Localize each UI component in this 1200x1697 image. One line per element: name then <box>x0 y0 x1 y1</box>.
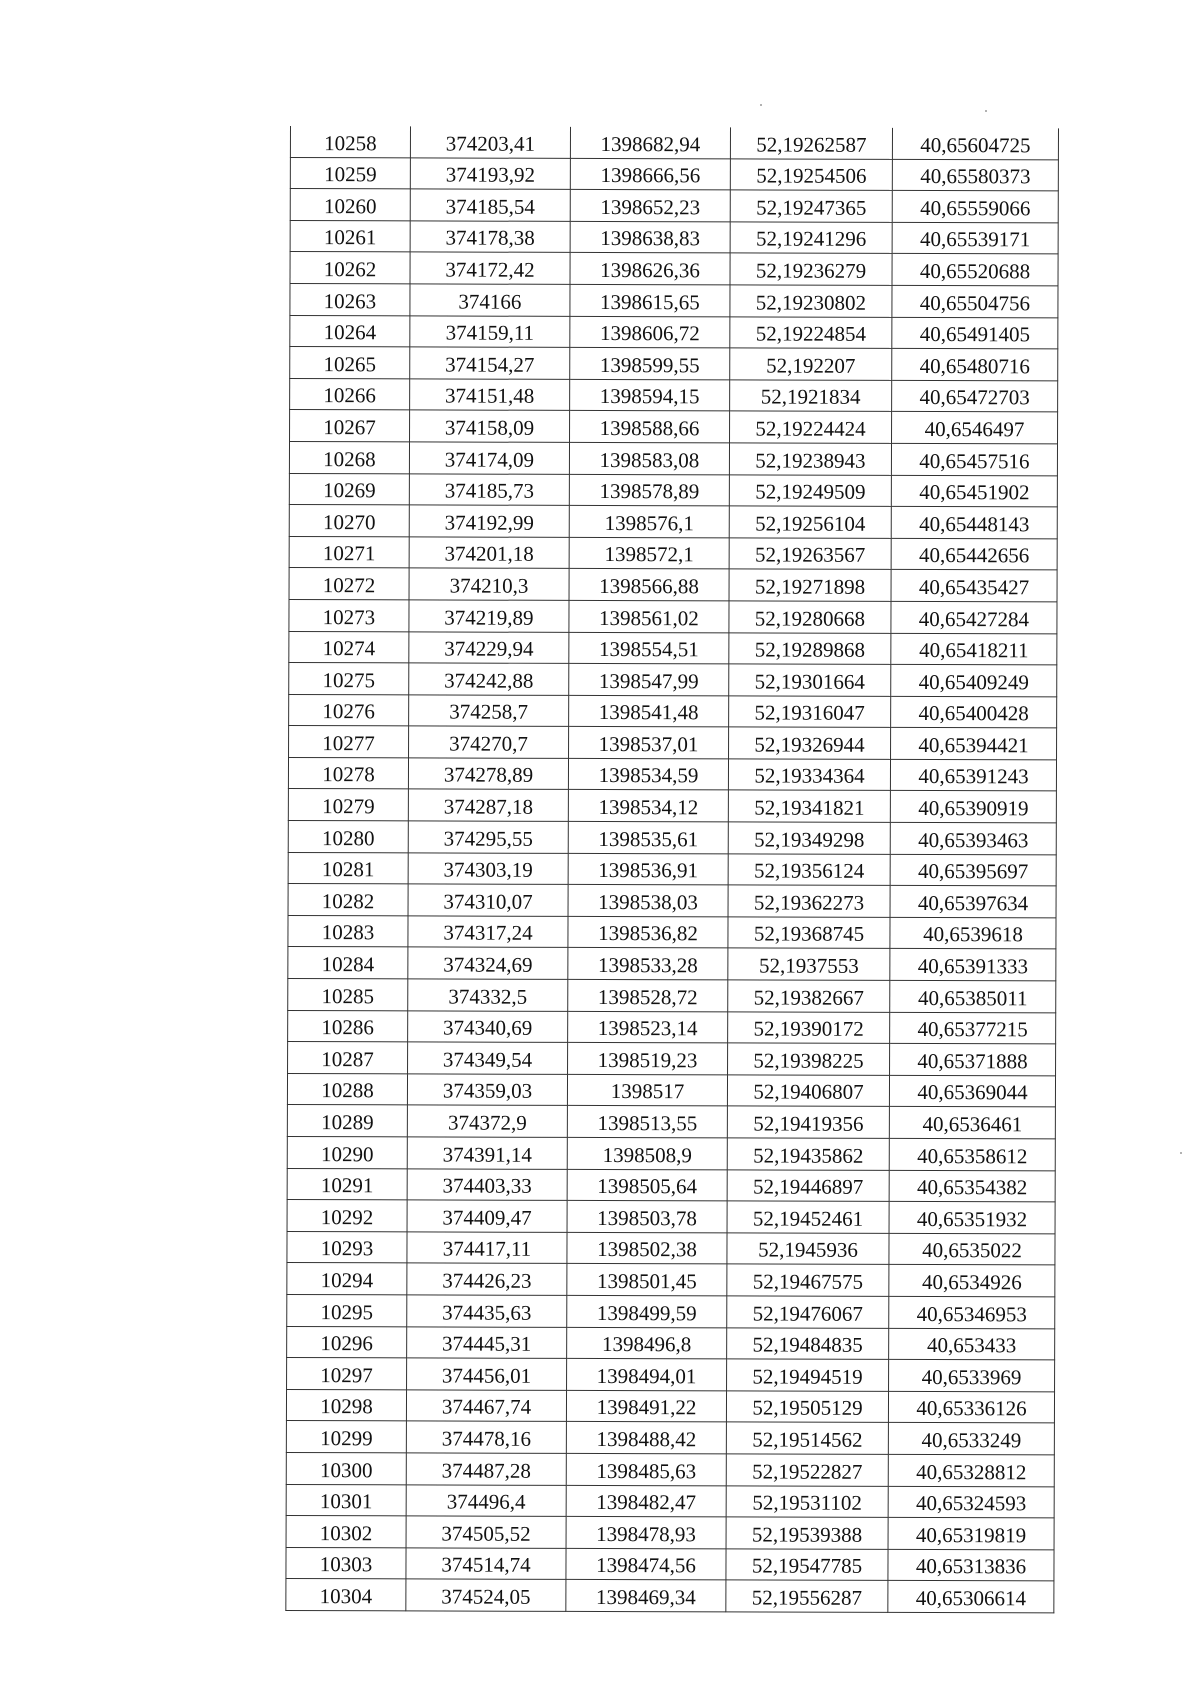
latitude-cell: 52,19547785 <box>726 1549 888 1581</box>
y-coordinate-cell: 1398536,91 <box>568 853 728 885</box>
x-coordinate-cell: 374192,99 <box>409 505 569 537</box>
point-number-cell: 10282 <box>288 884 408 916</box>
point-number-cell: 10274 <box>289 631 409 663</box>
table-row <box>290 410 1058 444</box>
point-number-cell: 10269 <box>289 473 409 505</box>
longitude-cell: 40,65394421 <box>891 728 1057 760</box>
latitude-cell: 52,19349298 <box>728 822 890 854</box>
point-number-cell: 10263 <box>290 283 410 315</box>
latitude-cell: 52,19316047 <box>729 696 891 728</box>
longitude-cell: 40,65397634 <box>890 886 1056 918</box>
point-number-cell: 10287 <box>288 1042 408 1074</box>
x-coordinate-cell: 374349,54 <box>408 1042 568 1074</box>
longitude-cell: 40,65457516 <box>891 443 1057 475</box>
longitude-cell: 40,65451902 <box>891 475 1057 507</box>
longitude-cell: 40,65604725 <box>892 128 1058 160</box>
y-coordinate-cell: 1398638,83 <box>570 221 730 253</box>
latitude-cell: 52,19522827 <box>726 1454 888 1486</box>
latitude-cell: 52,19539388 <box>726 1517 888 1549</box>
x-coordinate-cell: 374178,38 <box>410 221 570 253</box>
table-row <box>288 852 1056 886</box>
latitude-cell: 52,19249509 <box>729 474 891 506</box>
latitude-cell: 52,19236279 <box>730 253 892 285</box>
point-number-cell: 10261 <box>290 220 410 252</box>
latitude-cell: 52,19476067 <box>727 1296 889 1328</box>
latitude-cell: 52,19301664 <box>729 664 891 696</box>
table-row <box>289 536 1057 570</box>
table-row <box>288 884 1056 918</box>
x-coordinate-cell: 374524,05 <box>406 1579 566 1611</box>
x-coordinate-cell: 374258,7 <box>409 695 569 727</box>
x-coordinate-cell: 374317,24 <box>408 916 568 948</box>
y-coordinate-cell: 1398594,15 <box>570 379 730 411</box>
y-coordinate-cell: 1398666,56 <box>570 158 730 190</box>
point-number-cell: 10291 <box>287 1168 407 1200</box>
latitude-cell: 52,19446897 <box>727 1169 889 1201</box>
point-number-cell: 10262 <box>290 252 410 284</box>
y-coordinate-cell: 1398533,28 <box>568 948 728 980</box>
longitude-cell: 40,65442656 <box>891 538 1057 570</box>
y-coordinate-cell: 1398599,55 <box>570 348 730 380</box>
latitude-cell: 52,19406807 <box>727 1075 889 1107</box>
table-row <box>289 473 1057 507</box>
table-row <box>286 1516 1054 1550</box>
table-row <box>289 663 1057 697</box>
y-coordinate-cell: 1398588,66 <box>570 411 730 443</box>
point-number-cell: 10293 <box>287 1231 407 1263</box>
y-coordinate-cell: 1398541,48 <box>569 695 729 727</box>
point-number-cell: 10299 <box>286 1421 406 1453</box>
point-number-cell: 10281 <box>288 852 408 884</box>
table-row <box>290 220 1058 254</box>
y-coordinate-cell: 1398534,59 <box>568 758 728 790</box>
latitude-cell: 52,19334364 <box>728 759 890 791</box>
point-number-cell: 10285 <box>288 979 408 1011</box>
y-coordinate-cell: 1398578,89 <box>569 474 729 506</box>
point-number-cell: 10304 <box>286 1579 406 1611</box>
y-coordinate-cell: 1398496,8 <box>567 1327 727 1359</box>
point-number-cell: 10298 <box>286 1389 406 1421</box>
table-row <box>290 283 1058 317</box>
x-coordinate-cell: 374487,28 <box>406 1453 566 1485</box>
table-row <box>286 1389 1054 1423</box>
x-coordinate-cell: 374166 <box>410 284 570 316</box>
y-coordinate-cell: 1398606,72 <box>570 316 730 348</box>
longitude-cell: 40,65395697 <box>890 854 1056 886</box>
table-row <box>288 1010 1056 1044</box>
longitude-cell: 40,65328812 <box>888 1454 1054 1486</box>
latitude-cell: 52,19341821 <box>728 790 890 822</box>
longitude-cell: 40,65448143 <box>891 507 1057 539</box>
longitude-cell: 40,6535022 <box>889 1233 1055 1265</box>
point-number-cell: 10264 <box>290 315 410 347</box>
y-coordinate-cell: 1398682,94 <box>570 127 730 159</box>
point-number-cell: 10260 <box>290 189 410 221</box>
table-row <box>287 1231 1055 1265</box>
y-coordinate-cell: 1398536,82 <box>568 916 728 948</box>
x-coordinate-cell: 374287,18 <box>408 789 568 821</box>
x-coordinate-cell: 374278,89 <box>408 758 568 790</box>
x-coordinate-cell: 374310,07 <box>408 884 568 916</box>
table-row <box>288 821 1056 855</box>
point-number-cell: 10266 <box>290 378 410 410</box>
y-coordinate-cell: 1398538,03 <box>568 885 728 917</box>
longitude-cell: 40,6534926 <box>889 1265 1055 1297</box>
latitude-cell: 52,19230802 <box>730 285 892 317</box>
point-number-cell: 10270 <box>289 505 409 537</box>
table-row <box>287 1358 1055 1392</box>
latitude-cell: 52,19514562 <box>726 1422 888 1454</box>
point-number-cell: 10302 <box>286 1516 406 1548</box>
point-number-cell: 10283 <box>288 915 408 947</box>
table-row <box>290 315 1058 349</box>
longitude-cell: 40,65313836 <box>888 1549 1054 1581</box>
point-number-cell: 10297 <box>287 1358 407 1390</box>
longitude-cell: 40,65491405 <box>892 317 1058 349</box>
x-coordinate-cell: 374426,23 <box>407 1263 567 1295</box>
x-coordinate-cell: 374445,31 <box>407 1326 567 1358</box>
table-row <box>289 568 1057 602</box>
scan-speck <box>1180 1152 1182 1154</box>
longitude-cell: 40,65427284 <box>891 601 1057 633</box>
point-number-cell: 10278 <box>288 757 408 789</box>
y-coordinate-cell: 1398478,93 <box>566 1516 726 1548</box>
x-coordinate-cell: 374151,48 <box>410 379 570 411</box>
table-row <box>287 1105 1055 1139</box>
latitude-cell: 52,1921834 <box>730 380 892 412</box>
latitude-cell: 52,19467575 <box>727 1264 889 1296</box>
longitude-cell: 40,65385011 <box>890 980 1056 1012</box>
table-row <box>289 694 1057 728</box>
point-number-cell: 10286 <box>288 1010 408 1042</box>
table-row <box>287 1168 1055 1202</box>
y-coordinate-cell: 1398491,22 <box>566 1390 726 1422</box>
longitude-cell: 40,65354382 <box>889 1170 1055 1202</box>
latitude-cell: 52,19247365 <box>730 190 892 222</box>
table-row <box>290 378 1058 412</box>
y-coordinate-cell: 1398583,08 <box>569 442 729 474</box>
y-coordinate-cell: 1398488,42 <box>566 1422 726 1454</box>
table-row <box>287 1326 1055 1360</box>
y-coordinate-cell: 1398547,99 <box>569 663 729 695</box>
x-coordinate-cell: 374467,74 <box>406 1390 566 1422</box>
point-number-cell: 10267 <box>290 410 410 442</box>
x-coordinate-cell: 374210,3 <box>409 568 569 600</box>
x-coordinate-cell: 374514,74 <box>406 1548 566 1580</box>
table-row <box>288 979 1056 1013</box>
x-coordinate-cell: 374229,94 <box>409 631 569 663</box>
x-coordinate-cell: 374456,01 <box>407 1358 567 1390</box>
longitude-cell: 40,65390919 <box>890 791 1056 823</box>
y-coordinate-cell: 1398508,9 <box>567 1137 727 1169</box>
point-number-cell: 10290 <box>287 1136 407 1168</box>
point-number-cell: 10280 <box>288 821 408 853</box>
longitude-cell: 40,65391333 <box>890 949 1056 981</box>
y-coordinate-cell: 1398626,36 <box>570 253 730 285</box>
x-coordinate-cell: 374172,42 <box>410 252 570 284</box>
table-row <box>290 189 1058 223</box>
longitude-cell: 40,6539618 <box>890 917 1056 949</box>
point-number-cell: 10275 <box>289 663 409 695</box>
latitude-cell: 52,19326944 <box>729 727 891 759</box>
y-coordinate-cell: 1398523,14 <box>568 1011 728 1043</box>
latitude-cell: 52,192207 <box>730 348 892 380</box>
latitude-cell: 52,19452461 <box>727 1201 889 1233</box>
x-coordinate-cell: 374158,09 <box>410 410 570 442</box>
point-number-cell: 10279 <box>288 789 408 821</box>
longitude-cell: 40,65306614 <box>888 1581 1054 1613</box>
x-coordinate-cell: 374359,03 <box>407 1074 567 1106</box>
latitude-cell: 52,19556287 <box>726 1580 888 1612</box>
point-number-cell: 10276 <box>289 694 409 726</box>
table-row <box>289 505 1057 539</box>
longitude-cell: 40,65358612 <box>889 1138 1055 1170</box>
point-number-cell: 10271 <box>289 536 409 568</box>
point-number-cell: 10273 <box>289 599 409 631</box>
x-coordinate-cell: 374303,19 <box>408 853 568 885</box>
longitude-cell: 40,65559066 <box>892 191 1058 223</box>
table-row <box>288 1042 1056 1076</box>
longitude-cell: 40,65435427 <box>891 570 1057 602</box>
x-coordinate-cell: 374154,27 <box>410 347 570 379</box>
x-coordinate-cell: 374435,63 <box>407 1295 567 1327</box>
table-row <box>286 1484 1054 1518</box>
table-row <box>289 726 1057 760</box>
x-coordinate-cell: 374270,7 <box>409 726 569 758</box>
table-row <box>287 1294 1055 1328</box>
y-coordinate-cell: 1398615,65 <box>570 284 730 316</box>
latitude-cell: 52,19238943 <box>729 443 891 475</box>
y-coordinate-cell: 1398534,12 <box>568 790 728 822</box>
y-coordinate-cell: 1398652,23 <box>570 190 730 222</box>
longitude-cell: 40,6533249 <box>888 1423 1054 1455</box>
y-coordinate-cell: 1398561,02 <box>569 600 729 632</box>
table-row <box>290 157 1058 191</box>
table-row <box>289 599 1057 633</box>
point-number-cell: 10303 <box>286 1547 406 1579</box>
latitude-cell: 52,19256104 <box>729 506 891 538</box>
latitude-cell: 52,19224854 <box>730 316 892 348</box>
longitude-cell: 40,65319819 <box>888 1518 1054 1550</box>
point-number-cell: 10259 <box>290 157 410 189</box>
y-coordinate-cell: 1398513,55 <box>567 1106 727 1138</box>
latitude-cell: 52,19241296 <box>730 222 892 254</box>
table-row <box>286 1452 1054 1486</box>
longitude-cell: 40,65520688 <box>892 254 1058 286</box>
point-number-cell: 10268 <box>289 441 409 473</box>
longitude-cell: 40,65324593 <box>888 1486 1054 1518</box>
y-coordinate-cell: 1398474,56 <box>566 1548 726 1580</box>
x-coordinate-cell: 374505,52 <box>406 1516 566 1548</box>
point-number-cell: 10300 <box>286 1452 406 1484</box>
point-number-cell: 10289 <box>287 1105 407 1137</box>
y-coordinate-cell: 1398519,23 <box>568 1043 728 1075</box>
x-coordinate-cell: 374159,11 <box>410 315 570 347</box>
x-coordinate-cell: 374219,89 <box>409 600 569 632</box>
table-row <box>287 1263 1055 1297</box>
longitude-cell: 40,65371888 <box>890 1044 1056 1076</box>
x-coordinate-cell: 374496,4 <box>406 1484 566 1516</box>
longitude-cell: 40,65351932 <box>889 1202 1055 1234</box>
table-row <box>288 947 1056 981</box>
latitude-cell: 52,19484835 <box>727 1327 889 1359</box>
longitude-cell: 40,65409249 <box>891 664 1057 696</box>
y-coordinate-cell: 1398517 <box>567 1074 727 1106</box>
table-row <box>289 631 1057 665</box>
point-number-cell: 10272 <box>289 568 409 600</box>
table-row <box>290 252 1058 286</box>
longitude-cell: 40,6536461 <box>889 1107 1055 1139</box>
scan-speck <box>760 104 762 106</box>
point-number-cell: 10284 <box>288 947 408 979</box>
y-coordinate-cell: 1398485,63 <box>566 1453 726 1485</box>
latitude-cell: 52,19280668 <box>729 601 891 633</box>
point-number-cell: 10288 <box>287 1073 407 1105</box>
y-coordinate-cell: 1398494,01 <box>567 1359 727 1391</box>
longitude-cell: 40,65400428 <box>891 696 1057 728</box>
table-row <box>288 757 1056 791</box>
table-row <box>290 126 1058 160</box>
latitude-cell: 52,19505129 <box>726 1391 888 1423</box>
longitude-cell: 40,6533969 <box>889 1360 1055 1392</box>
x-coordinate-cell: 374295,55 <box>408 821 568 853</box>
x-coordinate-cell: 374417,11 <box>407 1232 567 1264</box>
x-coordinate-cell: 374478,16 <box>406 1421 566 1453</box>
longitude-cell: 40,65336126 <box>888 1391 1054 1423</box>
latitude-cell: 52,19390172 <box>728 1012 890 1044</box>
latitude-cell: 52,19368745 <box>728 917 890 949</box>
x-coordinate-cell: 374185,54 <box>410 189 570 221</box>
point-number-cell: 10296 <box>287 1326 407 1358</box>
y-coordinate-cell: 1398576,1 <box>569 506 729 538</box>
point-number-cell: 10301 <box>286 1484 406 1516</box>
longitude-cell: 40,65472703 <box>892 380 1058 412</box>
y-coordinate-cell: 1398572,1 <box>569 537 729 569</box>
point-number-cell: 10277 <box>289 726 409 758</box>
scan-speck <box>985 110 987 112</box>
y-coordinate-cell: 1398537,01 <box>569 727 729 759</box>
y-coordinate-cell: 1398528,72 <box>568 979 728 1011</box>
latitude-cell: 52,1945936 <box>727 1233 889 1265</box>
longitude-cell: 40,65539171 <box>892 222 1058 254</box>
x-coordinate-cell: 374193,92 <box>410 157 570 189</box>
latitude-cell: 52,19356124 <box>728 854 890 886</box>
table-row <box>289 441 1057 475</box>
x-coordinate-cell: 374242,88 <box>409 663 569 695</box>
latitude-cell: 52,19271898 <box>729 569 891 601</box>
x-coordinate-cell: 374201,18 <box>409 537 569 569</box>
coordinates-table-body <box>286 126 1059 1613</box>
x-coordinate-cell: 374203,41 <box>410 126 570 158</box>
latitude-cell: 52,19494519 <box>727 1359 889 1391</box>
longitude-cell: 40,653433 <box>889 1328 1055 1360</box>
table-row <box>286 1547 1054 1581</box>
latitude-cell: 52,19289868 <box>729 632 891 664</box>
longitude-cell: 40,6546497 <box>892 412 1058 444</box>
latitude-cell: 52,19531102 <box>726 1485 888 1517</box>
x-coordinate-cell: 374372,9 <box>407 1105 567 1137</box>
x-coordinate-cell: 374174,09 <box>409 442 569 474</box>
latitude-cell: 52,19254506 <box>730 158 892 190</box>
longitude-cell: 40,65377215 <box>890 1012 1056 1044</box>
latitude-cell: 52,19262587 <box>730 127 892 159</box>
longitude-cell: 40,65504756 <box>892 285 1058 317</box>
longitude-cell: 40,65418211 <box>891 633 1057 665</box>
coordinates-table <box>285 126 1059 1613</box>
y-coordinate-cell: 1398499,59 <box>567 1295 727 1327</box>
table-row <box>286 1579 1054 1613</box>
table-row <box>287 1200 1055 1234</box>
latitude-cell: 52,19263567 <box>729 538 891 570</box>
y-coordinate-cell: 1398535,61 <box>568 821 728 853</box>
latitude-cell: 52,19398225 <box>728 1043 890 1075</box>
x-coordinate-cell: 374324,69 <box>408 947 568 979</box>
point-number-cell: 10258 <box>290 126 410 157</box>
point-number-cell: 10294 <box>287 1263 407 1295</box>
y-coordinate-cell: 1398554,51 <box>569 632 729 664</box>
y-coordinate-cell: 1398501,45 <box>567 1264 727 1296</box>
point-number-cell: 10292 <box>287 1200 407 1232</box>
y-coordinate-cell: 1398469,34 <box>566 1580 726 1612</box>
longitude-cell: 40,65580373 <box>892 159 1058 191</box>
y-coordinate-cell: 1398502,38 <box>567 1232 727 1264</box>
x-coordinate-cell: 374185,73 <box>409 473 569 505</box>
table-row <box>288 789 1056 823</box>
longitude-cell: 40,65346953 <box>889 1296 1055 1328</box>
point-number-cell: 10265 <box>290 347 410 379</box>
x-coordinate-cell: 374391,14 <box>407 1137 567 1169</box>
table-row <box>286 1421 1054 1455</box>
x-coordinate-cell: 374409,47 <box>407 1200 567 1232</box>
latitude-cell: 52,19435862 <box>727 1138 889 1170</box>
table-row <box>287 1073 1055 1107</box>
longitude-cell: 40,65393463 <box>890 822 1056 854</box>
table-row <box>290 347 1058 381</box>
latitude-cell: 52,19362273 <box>728 885 890 917</box>
x-coordinate-cell: 374403,33 <box>407 1168 567 1200</box>
y-coordinate-cell: 1398503,78 <box>567 1201 727 1233</box>
y-coordinate-cell: 1398566,88 <box>569 569 729 601</box>
latitude-cell: 52,19419356 <box>727 1106 889 1138</box>
latitude-cell: 52,1937553 <box>728 948 890 980</box>
table-row <box>287 1136 1055 1170</box>
latitude-cell: 52,19224424 <box>730 411 892 443</box>
y-coordinate-cell: 1398482,47 <box>566 1485 726 1517</box>
y-coordinate-cell: 1398505,64 <box>567 1169 727 1201</box>
longitude-cell: 40,65480716 <box>892 349 1058 381</box>
longitude-cell: 40,65369044 <box>889 1075 1055 1107</box>
table-row <box>288 915 1056 949</box>
x-coordinate-cell: 374340,69 <box>408 1010 568 1042</box>
point-number-cell: 10295 <box>287 1294 407 1326</box>
longitude-cell: 40,65391243 <box>890 759 1056 791</box>
x-coordinate-cell: 374332,5 <box>408 979 568 1011</box>
latitude-cell: 52,19382667 <box>728 980 890 1012</box>
